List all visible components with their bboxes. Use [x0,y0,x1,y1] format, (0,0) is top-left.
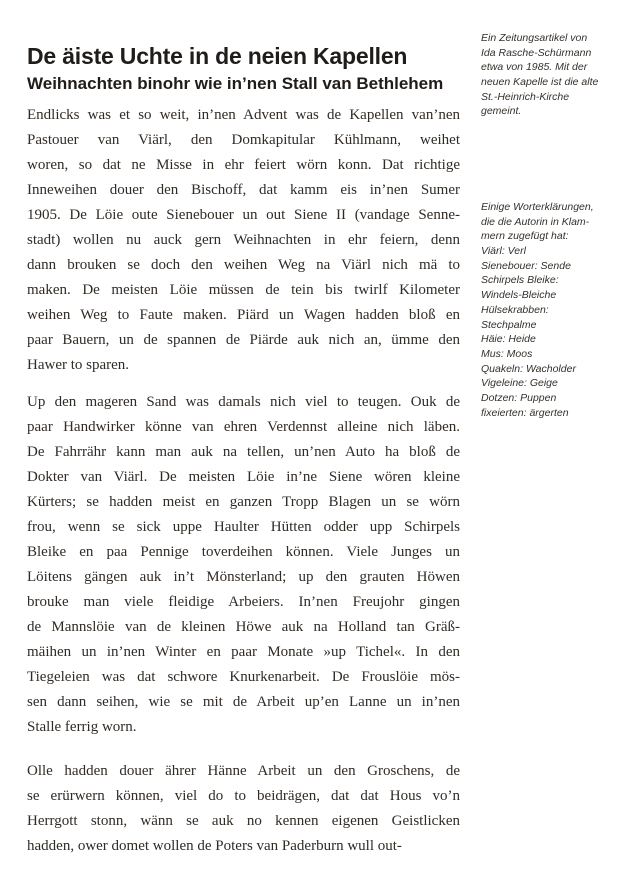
text-line: Mus: Moos [481,347,533,360]
text-line: de Mannslöie van de kleinen Höwe auk na Holland tan Gräß- [27,619,460,635]
text-line: Stechpalme [481,318,537,331]
text-line: sen dann seihen, wie se mit de Arbeit up’en Lanne un in’nen [27,694,460,710]
text-line: Viärl: Verl [481,245,526,258]
margin-note-glossary [481,200,594,420]
text-line: Löitens gängen auk in’t Mönsterland; up den grauten Höwen [27,569,460,585]
text-line: Tiegeleien was dat schwore Knurkenarbeit. De Frouslöie mös- [27,669,460,685]
text-line: Dokter van Viärl. De meisten Löie in’ne Siene wören kleine [27,469,460,485]
text-line: De Fahrrähr kann man auk na tellen, un’nen Auto ha bloß de [27,444,460,460]
body-paragraph-2 [27,390,460,740]
text-line: Hawer to sparen. [27,357,130,373]
text-line: paar Bauern, un de spannen de Piärde auk nich an, ümme den [27,332,460,348]
text-line: Up den mageren Sand was damals nich viel to teugen. Ouk de [27,394,460,410]
body-column [27,103,460,859]
page-subtitle: Weihnachten binohr wie in’nen Stall van Bethlehem [27,74,444,94]
text-line: Stalle ferrig worn. [27,719,137,735]
text-line: Windels-Bleiche [481,289,557,302]
text-line: mäihen un in’nen Winter en paar Monate »up Tichel«. In den [27,644,460,660]
text-line: Vigeleine: Geige [481,377,558,390]
text-line: Endlicks was et so weit, in’nen Advent was de Kapellen van’nen [27,107,460,123]
text-line: etwa von 1985. Mit der [481,61,588,74]
text-line: se erürwern können, viel do to beidrägen, dat dat Hous vo’n [27,788,460,804]
text-line: Einige Worterklärungen, [481,201,594,213]
text-line: Ida Rasche-Schürmann [481,46,592,59]
text-line: 1905. De Löie oute Sienebouer un out Siene II (vandage Senne- [27,207,460,223]
text-line: fixeierten: ärgerten [481,406,569,419]
text-line: stadt) wollen nu auck gern Weihnachten in ehr feiern, denn [27,232,460,248]
text-line: paar Handwirker könne van ehren Verdennst alleine nich läben. [27,419,460,435]
text-line: Hülsekrabben: [481,303,549,316]
text-line: Sienebouer: Sende [481,259,571,272]
text-line: Olle hadden douer ährer Hänne Arbeit un den Groschens, de [27,763,460,779]
margin-note-source [481,31,598,119]
text-line: neuen Kapelle ist die alte [481,76,599,89]
text-line: mern zugefügt hat: [481,230,569,243]
text-line: Ein Zeitungsartikel von [481,32,588,44]
text-line: frou, wenn se sick uppe Haulter Hütten odder upp Schirpels [27,519,460,535]
text-line: Quakeln: Wacholder [481,362,576,375]
text-line: Häie: Heide [481,333,536,346]
text-line: Schirpels Bleike: [481,274,559,287]
text-line: dann brouken se doch den weihen Weg na Viärl nich mä to [27,257,460,273]
body-paragraph-1 [27,103,460,378]
text-line: die die Autorin in Klam- [481,215,590,228]
text-line: gemeint. [481,105,522,118]
text-line: St.-Heinrich-Kirche [481,90,570,103]
text-line: Bleike en paa Pennige toverdeihen können. Viele Junges un [27,544,460,560]
text-line: hadden, ower domet wollen de Poters van Paderburn wull out- [27,838,402,854]
body-paragraph-3 [27,759,460,859]
text-line: Dotzen: Puppen [481,391,557,404]
text-line: Pastouer van Viärl, den Domkapitular Kühlmann, weihet [27,132,460,148]
text-line: Inneweihen douer den Bischoff, dat kamm eis in’nen Sumer [27,182,460,198]
text-line: maken. De meisten Löie müssen de tein bis twirlf Kilometer [27,282,460,298]
text-line: woren, so dat ne Misse in ehr feiert wörn konn. Dat richtige [27,157,460,173]
text-line: brouke man viele fleidige Arbeiers. In’nen Freujohr gingen [27,594,460,610]
text-line: Kürters; se hadden meist en ganzen Tropp Blagen un se wörn [27,494,460,510]
page-title: De äiste Uchte in de neien Kapellen [27,43,408,70]
text-line: Herrgott stonn, wänn se auk no kennen eigenen Geistlicken [27,813,460,829]
text-line: weihen Weg to Faute maken. Piärd un Wagen hadden bloß en [27,307,460,323]
